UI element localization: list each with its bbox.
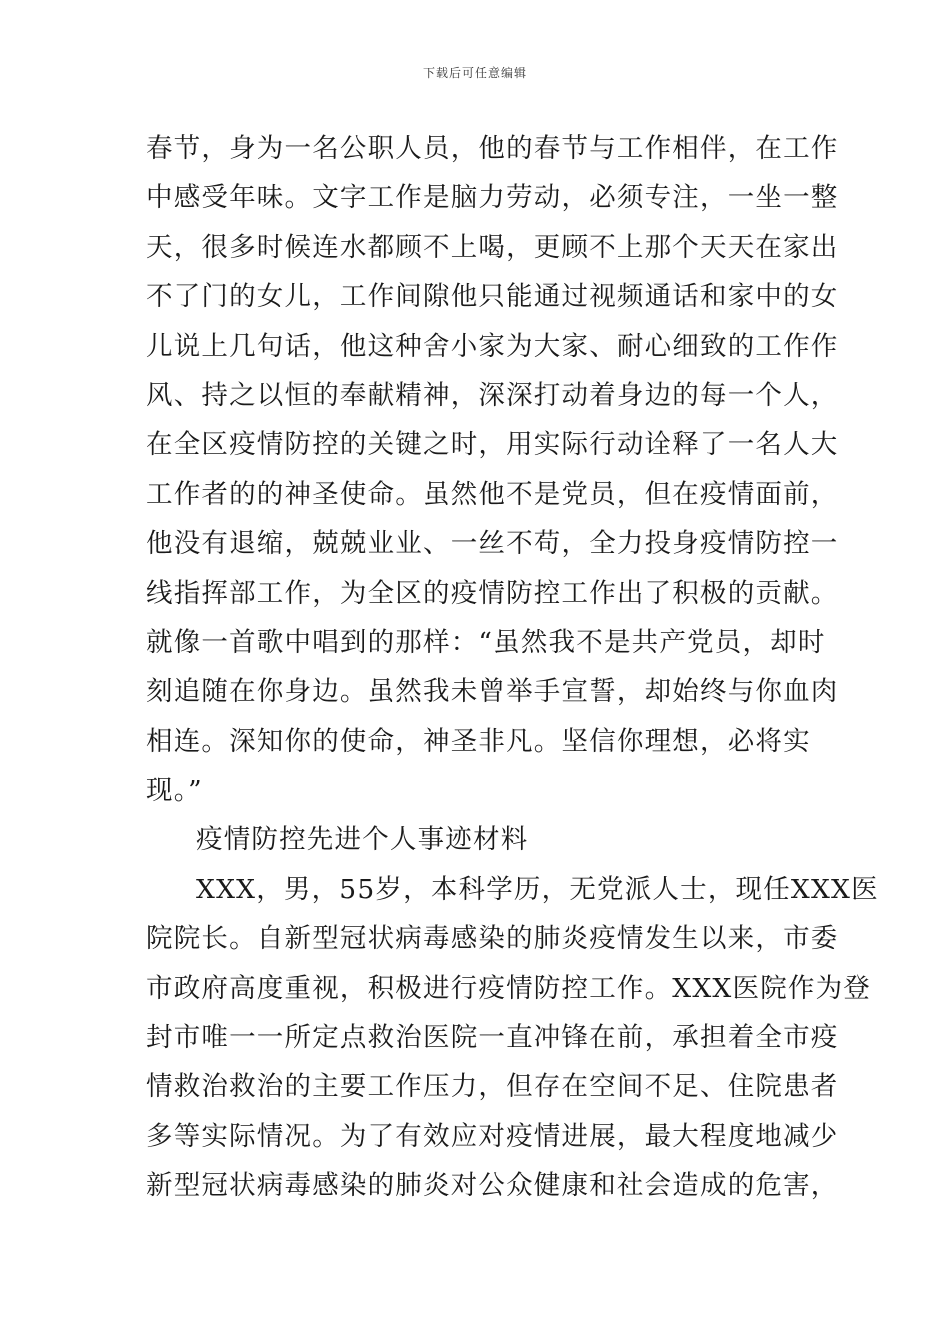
text-line: 中感受年味。文字工作是脑力劳动，必须专注，一坐一整 bbox=[146, 182, 839, 214]
text-line: 院院长。自新型冠状病毒感染的肺炎疫情发生以来，市委 bbox=[146, 923, 839, 955]
text-line: 新型冠状病毒感染的肺炎对公众健康和社会造成的危害， bbox=[146, 1170, 839, 1202]
text-line: 春节，身为一名公职人员，他的春节与工作相伴，在工作 bbox=[146, 133, 839, 164]
text-line: 儿说上几句话，他这种舍小家为大家、耐心细致的工作作 bbox=[146, 330, 839, 362]
text-line: 风、持之以恒的奉献精神，深深打动着身边的每一个人， bbox=[146, 379, 839, 411]
text-line: 情救治救治的主要工作压力，但存在空间不足、住院患者 bbox=[146, 1071, 839, 1103]
text-line: 就像一首歌中唱到的那样：“虽然我不是共产党员，却时 bbox=[146, 626, 826, 658]
page-header: 下载后可任意编辑 bbox=[422, 66, 527, 80]
section-title: 疫情防控先进个人事迹材料 bbox=[196, 824, 529, 856]
text-line: 天，很多时候连水都顾不上喝，更顾不上那个天天在家出 bbox=[146, 231, 839, 263]
text-line: 工作者的的神圣使命。虽然他不是党员，但在疫情面前， bbox=[146, 478, 839, 510]
text-line: 市政府高度重视，积极进行疫情防控工作。XXX医院作为登 bbox=[146, 972, 871, 1004]
text-line: 线指挥部工作，为全区的疫情防控工作出了积极的贡献。 bbox=[146, 577, 839, 609]
text-line: 他没有退缩，兢兢业业、一丝不苟，全力投身疫情防控一 bbox=[146, 528, 839, 560]
text-line: 刻追随在你身边。虽然我未曾举手宣誓，却始终与你血肉 bbox=[146, 676, 839, 708]
document-body bbox=[146, 124, 879, 1211]
text-line: 多等实际情况。为了有效应对疫情进展，最大程度地减少 bbox=[146, 1120, 839, 1152]
text-line: 不了门的女儿，工作间隙他只能通过视频通话和家中的女 bbox=[146, 281, 839, 313]
text-line: 相连。深知你的使命，神圣非凡。坚信你理想，必将实 bbox=[146, 725, 811, 757]
text-line: 在全区疫情防控的关键之时，用实际行动诠释了一名人大 bbox=[146, 429, 839, 461]
text-line: XXX，男，55岁，本科学历，无党派人士，现任XXX医 bbox=[196, 873, 879, 905]
text-line: 现。” bbox=[146, 775, 203, 807]
text-line: 封市唯一一所定点救治医院一直冲锋在前，承担着全市疫 bbox=[146, 1022, 839, 1054]
